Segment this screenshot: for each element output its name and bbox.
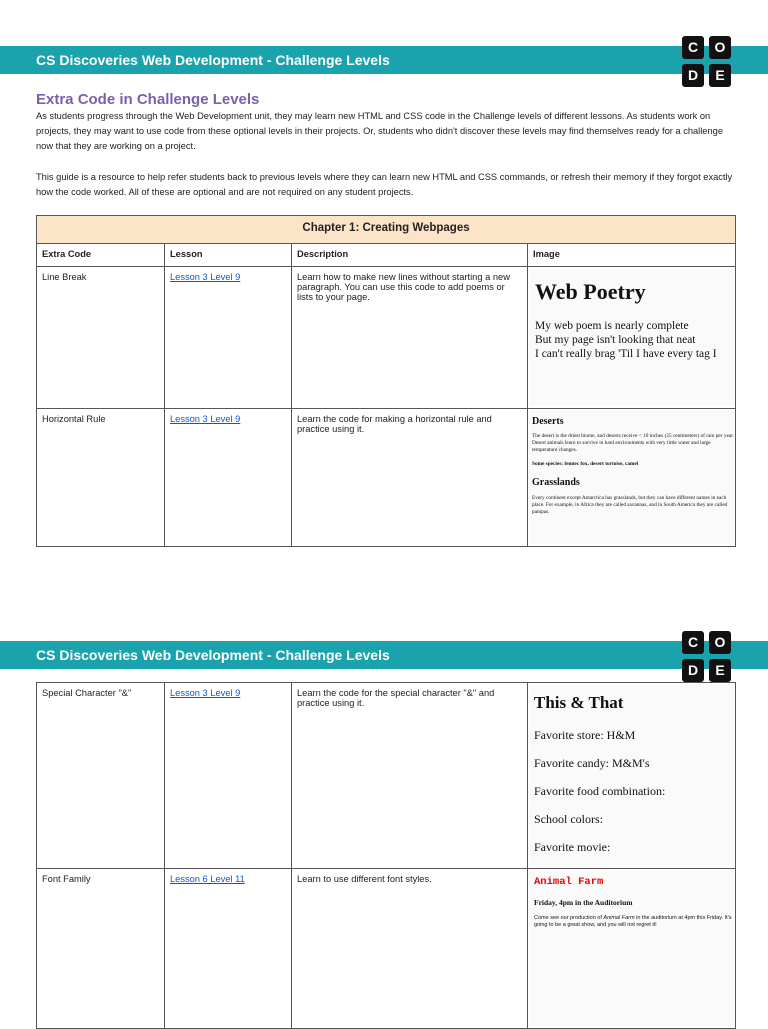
description-cell: Learn to use different font styles. [292,869,528,1029]
example-title: Web Poetry [535,279,646,304]
example-screenshot [529,870,734,1026]
header-title: CS Discoveries Web Development - Challenge Levels [36,647,390,663]
column-header: Image [528,244,736,267]
code-logo [682,36,734,90]
logo-letter: O [709,36,731,59]
description-cell: Learn the code for the special character "&" and practice using it. [292,683,528,869]
lesson-link[interactable]: Lesson 6 Level 11 [170,874,245,884]
extra-code-cell: Horizontal Rule [37,409,165,547]
code-logo [682,631,734,685]
extra-code-cell: Line Break [37,267,165,409]
example-paragraph: Come see our production of Animal Farm in the auditorium at 4pm this Friday. It's going to be a great show, and you will not regret it! [534,915,732,928]
example-line: Favorite candy: M&M's [534,756,650,770]
example-subtitle: Friday, 4pm in the Auditorium [534,898,633,907]
table-row [37,267,736,409]
lesson-link[interactable]: Lesson 3 Level 9 [170,688,241,698]
example-paragraph: The desert is the driest biome, and deserts receive < 10 inches (25 centimeters) of rain per year. Desert animals learn to survive in hard environments with very little water and large temperature changes. [532,433,734,453]
example-line: But my page isn't looking that neat [535,334,696,346]
logo-letter: C [682,36,704,59]
extra-code-cell: Font Family [37,869,165,1029]
column-header: Extra Code [37,244,165,267]
header-band [0,39,768,83]
example-heading: Deserts [532,416,564,427]
table-row [37,683,736,869]
section-heading: Extra Code in Challenge Levels [36,91,260,108]
example-title: Animal Farm [534,876,604,888]
column-header: Lesson [165,244,292,267]
extra-code-cell: Special Character "&" [37,683,165,869]
example-line: I can't really brag 'Til I have every tag I [535,348,717,360]
logo-letter: E [709,64,731,87]
example-line: School colors: [534,812,603,826]
example-line: Favorite food combination: [534,784,666,798]
lesson-link[interactable]: Lesson 3 Level 9 [170,414,241,424]
chapter-table-continued [36,682,736,1029]
example-paragraph: Some species: fennec fox, desert tortoise, camel [532,461,639,467]
header-band [0,634,768,678]
example-line: Favorite movie: [534,840,611,854]
column-header: Description [292,244,528,267]
logo-letter: D [682,659,704,682]
example-title: This & That [534,693,624,712]
description-cell: Learn how to make new lines without starting a new paragraph. You can use this code to add poems or lists to your page. [292,267,528,409]
logo-letter: C [682,631,704,654]
logo-letter: D [682,64,704,87]
table-row [37,409,736,547]
logo-letter: O [709,631,731,654]
chapter-title: Chapter 1: Creating Webpages [37,216,736,244]
logo-letter: E [709,659,731,682]
example-line: Favorite store: H&M [534,728,636,742]
description-cell: Learn the code for making a horizontal rule and practice using it. [292,409,528,547]
lesson-link[interactable]: Lesson 3 Level 9 [170,272,241,282]
chapter-table [36,215,736,547]
example-screenshot [529,684,734,866]
intro-paragraph: As students progress through the Web Development unit, they may learn new HTML and CSS code in the Challenge levels of different lessons. As students work on projects, they may want to use code from these optional levels in their projects. Or, students who didn't discover these levels may find themselves ready for a challenge now that they are working on a project. [36,111,723,151]
intro-paragraph: This guide is a resource to help refer students back to previous levels where they can learn new HTML and CSS commands, or refresh their memory if they forgot exactly how the code worked. All of these are optional and are not required on any student projects. [36,172,733,197]
example-screenshot [529,410,734,544]
example-paragraph: Every continent except Antarctica has grasslands, but they can have different names in each place. For example, in Africa they are called savannas, and in South America they are called pampas. [532,495,728,515]
example-screenshot [529,268,734,406]
example-line: My web poem is nearly complete [535,320,689,332]
example-heading: Grasslands [532,477,580,488]
header-title: CS Discoveries Web Development - Challenge Levels [36,52,390,68]
table-row [37,869,736,1029]
